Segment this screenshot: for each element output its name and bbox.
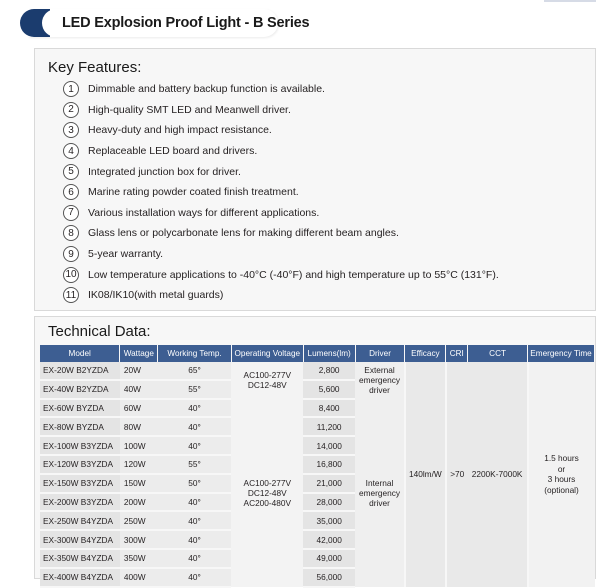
emergency-line: 1.5 hours — [544, 453, 579, 464]
feature-item — [63, 79, 499, 100]
cell-working-temp: 40° — [158, 511, 232, 530]
feature-text: Marine rating powder coated finish treatment. — [88, 186, 299, 199]
cell-model: EX-350W B4YZDA — [40, 549, 120, 568]
cell-wattage: 400W — [120, 568, 158, 587]
cell-working-temp: 40° — [158, 399, 232, 418]
cell-wattage: 80W — [120, 417, 158, 436]
driver-line: External — [364, 365, 395, 376]
cell-working-temp: 40° — [158, 417, 232, 436]
cell-lumens: 2,800 — [303, 362, 355, 380]
cell-wattage: 300W — [120, 530, 158, 549]
cell-cct: 2200K-7000K — [468, 362, 528, 587]
col-header-operating-voltage: Operating Voltage — [231, 345, 303, 362]
cell-driver-internal — [355, 399, 405, 587]
col-header-cri: CRI — [446, 345, 468, 362]
feature-text: Glass lens or polycarbonate lens for making different beam angles. — [88, 227, 399, 240]
voltage-line: AC100-277V — [243, 370, 292, 381]
key-features-heading: Key Features: — [48, 59, 142, 76]
cell-working-temp: 55° — [158, 455, 232, 474]
table-header-row — [40, 345, 595, 362]
feature-item — [63, 100, 499, 121]
feature-number: 10 — [63, 267, 79, 283]
cell-wattage: 150W — [120, 474, 158, 493]
title-bar-cover — [42, 9, 62, 37]
feature-number: 7 — [63, 205, 79, 221]
cell-model: EX-20W B2YZDA — [40, 362, 120, 380]
feature-number: 9 — [63, 246, 79, 262]
cell-wattage: 200W — [120, 493, 158, 512]
spec-table — [40, 345, 595, 588]
cell-wattage: 100W — [120, 436, 158, 455]
cell-driver-external — [355, 362, 405, 399]
feature-number: 6 — [63, 184, 79, 200]
cell-working-temp: 40° — [158, 493, 232, 512]
cell-lumens: 28,000 — [303, 493, 355, 512]
cell-lumens: 35,000 — [303, 511, 355, 530]
cell-wattage: 350W — [120, 549, 158, 568]
feature-text: Heavy-duty and high impact resistance. — [88, 124, 272, 137]
cell-wattage: 40W — [120, 380, 158, 399]
technical-data-panel — [34, 316, 596, 583]
cell-lumens: 16,800 — [303, 455, 355, 474]
col-header-wattage: Wattage — [120, 345, 158, 362]
cell-model: EX-80W BYZDA — [40, 417, 120, 436]
cell-working-temp: 55° — [158, 380, 232, 399]
emergency-line: or — [557, 463, 566, 474]
feature-item — [63, 264, 499, 285]
feature-number: 11 — [63, 287, 79, 303]
col-header-working-temp: Working Temp. — [158, 345, 232, 362]
col-header-emergency-time: Emergency Time — [528, 345, 595, 362]
cell-working-temp: 40° — [158, 568, 232, 587]
feature-item — [63, 244, 499, 265]
top-edge-mark — [544, 0, 596, 2]
cell-model: EX-60W BYZDA — [40, 399, 120, 418]
feature-item — [63, 120, 499, 141]
driver-line: emergency — [358, 487, 401, 498]
driver-line: Internal — [365, 477, 394, 488]
feature-text: Integrated junction box for driver. — [88, 165, 241, 178]
cell-lumens: 49,000 — [303, 549, 355, 568]
feature-text: Various installation ways for different applications. — [88, 206, 320, 219]
feature-number: 1 — [63, 81, 79, 97]
title-bar — [28, 9, 310, 37]
cell-lumens: 11,200 — [303, 417, 355, 436]
cell-model: EX-150W B3YZDA — [40, 474, 120, 493]
cell-working-temp: 50° — [158, 474, 232, 493]
feature-item — [63, 285, 499, 306]
technical-data-heading: Technical Data: — [48, 323, 151, 340]
cell-cri: >70 — [446, 362, 468, 587]
cell-model: EX-300W B4YZDA — [40, 530, 120, 549]
table-row — [40, 362, 595, 380]
col-header-cct: CCT — [468, 345, 528, 362]
cell-model: EX-40W B2YZDA — [40, 380, 120, 399]
cell-voltage-group-a — [231, 362, 303, 399]
feature-text: Replaceable LED board and drivers. — [88, 145, 258, 158]
cell-lumens: 42,000 — [303, 530, 355, 549]
col-header-lumens: Lumens(lm) — [303, 345, 355, 362]
feature-list — [63, 79, 499, 306]
feature-number: 8 — [63, 225, 79, 241]
cell-wattage: 250W — [120, 511, 158, 530]
feature-item — [63, 223, 499, 244]
cell-working-temp: 40° — [158, 530, 232, 549]
cell-lumens: 56,000 — [303, 568, 355, 587]
voltage-line: AC200-480V — [243, 497, 292, 508]
cell-working-temp: 40° — [158, 436, 232, 455]
feature-number: 2 — [63, 102, 79, 118]
feature-number: 3 — [63, 122, 79, 138]
cell-lumens: 21,000 — [303, 474, 355, 493]
feature-item — [63, 141, 499, 162]
cell-lumens: 5,600 — [303, 380, 355, 399]
voltage-line: DC12-48V — [247, 487, 287, 498]
feature-text: High-quality SMT LED and Meanwell driver. — [88, 103, 291, 116]
driver-line: emergency — [358, 375, 401, 386]
feature-item — [63, 203, 499, 224]
cell-wattage: 120W — [120, 455, 158, 474]
cell-wattage: 20W — [120, 362, 158, 380]
voltage-line: DC12-48V — [247, 380, 287, 391]
cell-model: EX-100W B3YZDA — [40, 436, 120, 455]
col-header-model: Model — [40, 345, 120, 362]
emergency-line: 3 hours — [547, 474, 576, 485]
cell-emergency-time — [528, 362, 595, 587]
cell-efficacy: 140lm/W — [405, 362, 446, 587]
cell-model: EX-120W B3YZDA — [40, 455, 120, 474]
cell-working-temp: 65° — [158, 362, 232, 380]
driver-line: driver — [369, 385, 390, 396]
page-title: LED Explosion Proof Light - B Series — [62, 15, 310, 31]
cell-lumens: 14,000 — [303, 436, 355, 455]
voltage-line: AC100-277V — [243, 477, 292, 488]
feature-number: 4 — [63, 143, 79, 159]
cell-voltage-group-b — [231, 399, 303, 587]
feature-text: 5-year warranty. — [88, 248, 164, 261]
driver-line: driver — [369, 497, 390, 508]
feature-text: Dimmable and battery backup function is available. — [88, 83, 325, 96]
cell-lumens: 8,400 — [303, 399, 355, 418]
cell-model: EX-200W B3YZDA — [40, 493, 120, 512]
col-header-efficacy: Efficacy — [405, 345, 446, 362]
feature-number: 5 — [63, 164, 79, 180]
emergency-line: (optional) — [544, 484, 579, 495]
feature-text: IK08/IK10(with metal guards) — [88, 289, 224, 302]
cell-working-temp: 40° — [158, 549, 232, 568]
cell-model: EX-250W B4YZDA — [40, 511, 120, 530]
feature-item — [63, 161, 499, 182]
feature-item — [63, 182, 499, 203]
cell-wattage: 60W — [120, 399, 158, 418]
feature-text: Low temperature applications to -40°C (-40°F) and high temperature up to 55°C (131°F). — [88, 268, 499, 281]
col-header-driver: Driver — [355, 345, 405, 362]
key-features-panel — [34, 48, 596, 311]
cell-model: EX-400W B4YZDA — [40, 568, 120, 587]
